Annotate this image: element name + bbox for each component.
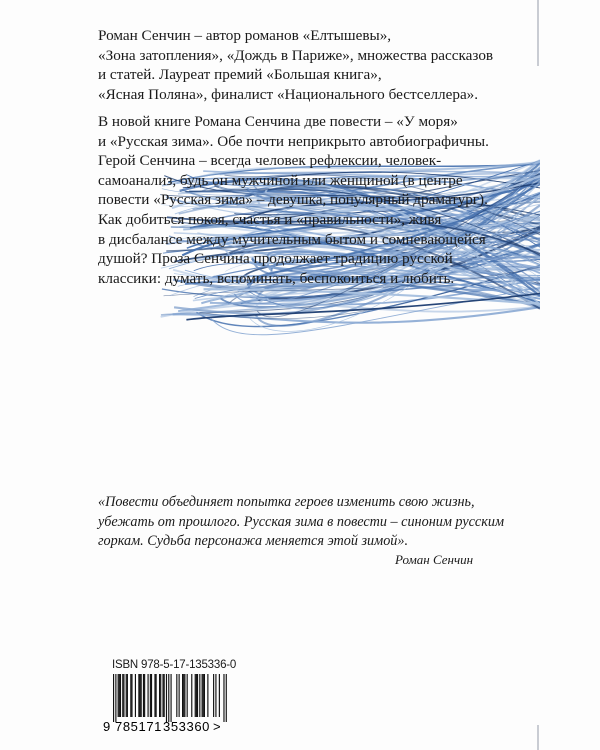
barcode-bar bbox=[141, 674, 142, 717]
barcode-bar bbox=[151, 674, 152, 717]
barcode-bar bbox=[171, 674, 172, 722]
description-line: В новой книге Романа Сенчина две повести – «У моря» bbox=[98, 113, 458, 130]
description-line: Как добиться покоя, счастья и «правильности», живя bbox=[98, 210, 442, 228]
barcode-bar bbox=[191, 674, 192, 717]
barcode-bar bbox=[139, 674, 140, 717]
barcode-bar bbox=[156, 674, 157, 717]
barcode-bar bbox=[168, 674, 169, 722]
barcode-bar bbox=[160, 674, 161, 717]
barcode-bar bbox=[154, 674, 155, 717]
trim-mark-bottom bbox=[537, 725, 539, 750]
barcode-quiet-mark: > bbox=[213, 719, 221, 734]
barcode-bar bbox=[122, 674, 123, 717]
barcode-bar bbox=[166, 674, 167, 722]
barcode-bar bbox=[184, 674, 185, 717]
isbn-label: ISBN 978-5-17-135336-0 bbox=[112, 659, 237, 671]
barcode-bar bbox=[118, 674, 119, 717]
barcode-bar bbox=[113, 674, 114, 722]
barcode-bar bbox=[159, 674, 160, 717]
barcode-bar bbox=[199, 674, 200, 717]
barcode-bar bbox=[123, 674, 124, 717]
barcode-bar bbox=[162, 674, 163, 717]
isbn-barcode bbox=[101, 674, 241, 734]
barcode-bar bbox=[187, 674, 188, 717]
author-bio bbox=[98, 26, 493, 104]
barcode-bar bbox=[203, 674, 204, 717]
bio-line: «Ясная Поляна», финалист «Национального бестселлера». bbox=[98, 85, 479, 103]
barcode-bar bbox=[223, 674, 224, 722]
description-line: классики: думать, вспоминать, беспокоиться и любить. bbox=[98, 269, 455, 287]
barcode-bar bbox=[197, 674, 198, 717]
barcode-bar bbox=[179, 674, 180, 717]
barcode-bar bbox=[150, 674, 151, 717]
barcode-bar bbox=[148, 674, 149, 717]
barcode-right-digits: 353360 bbox=[163, 719, 210, 734]
barcode-bar bbox=[182, 674, 183, 717]
quote-line: убежать от прошлого. Русская зима в повести – синоним русским bbox=[98, 513, 505, 530]
description-line: Герой Сенчина – всегда человек рефлексии, человек- bbox=[98, 152, 442, 170]
barcode-bar bbox=[202, 674, 203, 717]
bio-line: Роман Сенчин – автор романов «Елтышевы», bbox=[98, 27, 392, 44]
barcode-bar bbox=[144, 674, 145, 717]
barcode-bar bbox=[164, 674, 165, 717]
barcode-first-digit: 9 bbox=[103, 719, 111, 734]
barcode-bar bbox=[195, 674, 196, 717]
barcode-bar bbox=[130, 674, 131, 717]
barcode-bar bbox=[138, 674, 139, 717]
description-line: в дисбалансе между мучительным бытом и сомневающейся bbox=[98, 230, 486, 248]
barcode-bar bbox=[126, 674, 127, 717]
barcode-bar bbox=[143, 674, 144, 717]
barcode-bar bbox=[204, 674, 205, 717]
quote-line: «Повести объединяет попытка героев изменить свою жизнь, bbox=[98, 494, 475, 510]
barcode-bar bbox=[219, 674, 220, 717]
description-line: повести «Русская зима» – девушка, популярный драматург). bbox=[98, 191, 488, 209]
barcode-bar bbox=[120, 674, 121, 717]
description-line: самоанализ, будь он мужчиной или женщиной (в центре bbox=[98, 171, 463, 189]
bio-line: и статей. Лауреат премий «Большая книга», bbox=[98, 66, 382, 84]
description-line: и «Русская зима». Обе почти неприкрыто автобиографичны. bbox=[98, 132, 489, 150]
barcode-left-digits: 785171 bbox=[115, 719, 162, 734]
barcode-bar bbox=[119, 674, 120, 717]
barcode-bar bbox=[131, 674, 132, 717]
barcode-bar bbox=[207, 674, 208, 717]
trim-mark-top bbox=[537, 0, 539, 66]
quote-line: горкам. Судьба персонажа меняется этой зимой». bbox=[98, 533, 409, 550]
barcode-bar bbox=[135, 674, 136, 717]
barcode-bar bbox=[196, 674, 197, 717]
quote-author: Роман Сенчин bbox=[395, 552, 474, 567]
barcode-bar bbox=[183, 674, 184, 717]
barcode-bar bbox=[213, 674, 214, 717]
barcode-bar bbox=[215, 674, 216, 717]
barcode-bar bbox=[115, 674, 116, 722]
author-quote bbox=[98, 493, 504, 552]
barcode-bar bbox=[176, 674, 177, 717]
barcode-bar bbox=[226, 674, 227, 722]
book-description bbox=[98, 112, 489, 288]
bio-line: «Зона затопления», «Дождь в Париже», множества рассказов bbox=[98, 46, 494, 64]
barcode-bar bbox=[127, 674, 128, 717]
description-line: душой? Проза Сенчина продолжает традицию русской bbox=[98, 250, 453, 268]
